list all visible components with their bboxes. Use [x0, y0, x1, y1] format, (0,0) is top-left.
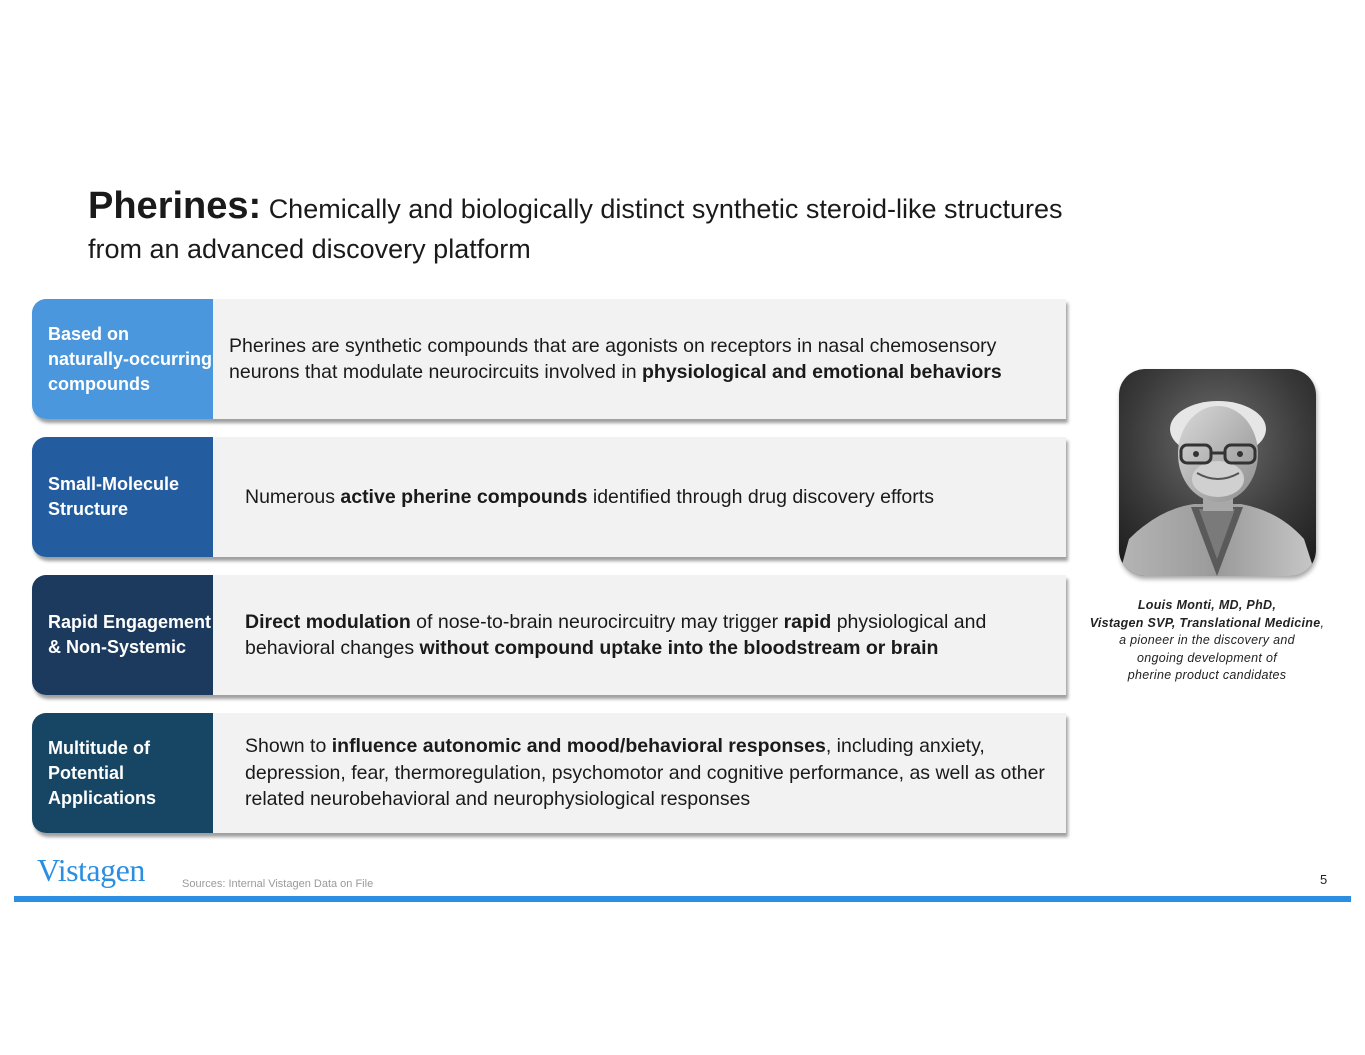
text-run: identified through drug discovery efforts	[587, 485, 934, 508]
feature-label-1: Based on naturally-occurring compounds	[32, 299, 213, 419]
feature-desc-text-3	[245, 609, 1052, 662]
text-run: physiological and behavioral changes	[245, 610, 987, 659]
text-run-bold: rapid	[783, 610, 832, 633]
caption-role: Vistagen SVP, Translational Medicine	[1089, 615, 1321, 630]
text-run-bold: influence autonomic and mood/behavioral responses	[331, 735, 826, 758]
feature-row-2	[32, 437, 1066, 557]
feature-desc-text-2	[245, 484, 934, 511]
feature-desc-text-1	[229, 333, 1052, 386]
footer-accent-bar	[14, 896, 1351, 902]
page-number: 5	[1320, 872, 1328, 887]
text-run: , including anxiety, depression, fear, thermoregulation, psychomotor and cognitive performance, as well as other related neurobehavioral and neurophysiological responses	[245, 735, 1045, 811]
feature-desc-1	[229, 299, 1052, 419]
feature-row-1	[32, 299, 1066, 419]
caption-name: Louis Monti, MD, PhD,	[1137, 598, 1277, 612]
feature-desc-2	[245, 437, 1052, 557]
feature-desc-4	[245, 713, 1052, 833]
caption-line-5: pherine product candidates	[1127, 668, 1287, 682]
text-run-bold: active pherine compounds	[340, 485, 588, 508]
feature-row-3	[32, 575, 1066, 695]
title-rest: Chemically and biologically distinct synthetic steroid-like structures from an advanced discovery platform	[88, 194, 1063, 264]
text-run: of nose-to-brain neurocircuitry may trigger	[410, 610, 784, 633]
portrait-caption	[1076, 597, 1338, 685]
text-run: Numerous	[245, 485, 341, 508]
portrait-illustration	[1119, 369, 1316, 576]
text-run: Shown to	[245, 735, 332, 758]
text-run-bold: physiological and emotional behaviors	[642, 361, 1002, 383]
vistagen-logo: Vistagen	[37, 852, 145, 888]
feature-desc-text-4	[245, 733, 1052, 813]
caption-line-3: a pioneer in the discovery and	[1119, 633, 1295, 647]
feature-label-2: Small-Molecule Structure	[32, 437, 213, 557]
text-run: Pherines are synthetic compounds that are agonists on receptors in nasal chemosensory neurons that modulate neurocircuits involved in	[229, 334, 997, 383]
caption-role-line: Vistagen SVP, Translational Medicine,	[1089, 615, 1325, 630]
portrait-photo	[1119, 369, 1316, 576]
source-note: Sources: Internal Vistagen Data on File	[182, 878, 374, 890]
feature-label-3: Rapid Engagement & Non-Systemic	[32, 575, 213, 695]
title-lead: Pherines:	[88, 185, 262, 227]
feature-desc-3	[245, 575, 1052, 695]
caption-line-4: ongoing development of	[1136, 650, 1278, 665]
feature-row-4	[32, 713, 1066, 833]
text-run-bold: without compound uptake into the bloodstream or brain	[419, 637, 939, 659]
text-run-bold: Direct modulation	[245, 610, 411, 633]
slide-title	[88, 186, 1088, 269]
feature-label-4: Multitude of Potential Applications	[32, 713, 213, 833]
